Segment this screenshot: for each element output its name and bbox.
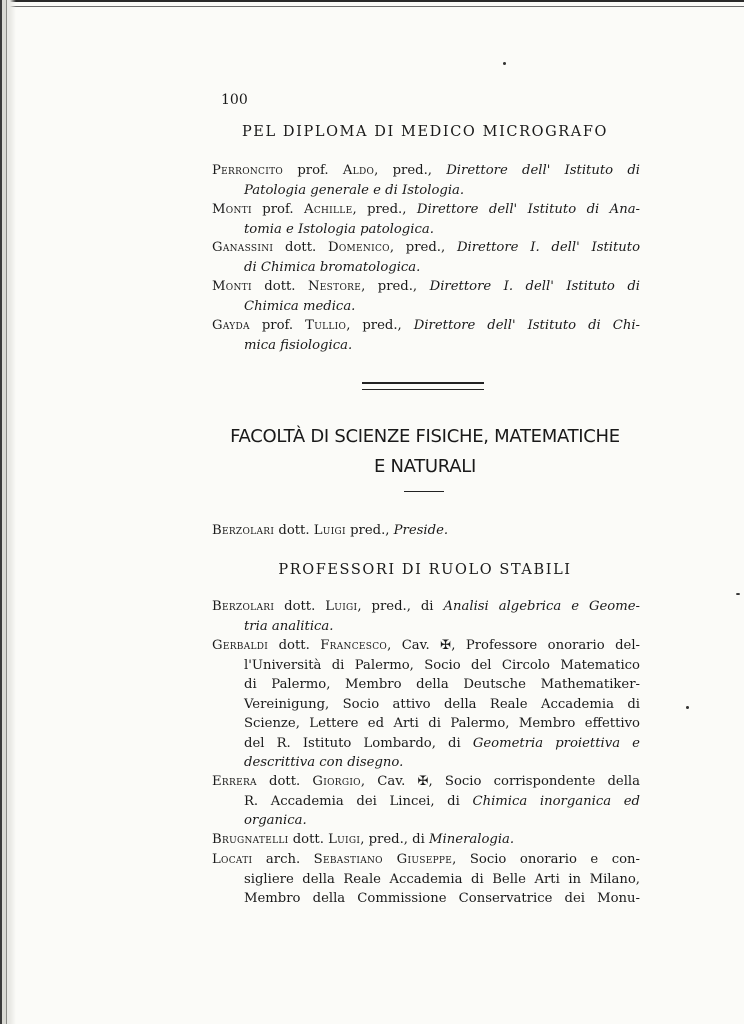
section-heading-diploma: PEL DIPLOMA DI MEDICO MICROGRAFO <box>241 124 609 140</box>
rank-text: , pred., <box>389 240 457 255</box>
entry-line: Membro della Commissione Conservatrice dei Monu- <box>244 891 640 906</box>
surname: Errera <box>212 774 257 789</box>
subject-continuation: organica. <box>244 813 307 828</box>
given-name: Luigi <box>325 599 358 614</box>
surname: Berzolari <box>212 599 275 614</box>
text: del R. Istituto Lombardo, di <box>244 735 473 751</box>
entry-line: Scienze, Lettere ed Arti di Palermo, Membro effettivo <box>244 716 640 731</box>
surname: Monti <box>212 202 252 217</box>
surname: Berzolari <box>212 523 275 538</box>
subject-text: Geometria proiettiva e <box>472 735 640 751</box>
rank-text: , pred., <box>346 318 414 333</box>
role-text: Preside. <box>393 523 449 538</box>
rank-text: , pred., <box>374 163 447 178</box>
role-continuation: Patologia generale e di Istologia. <box>244 182 465 198</box>
given-name: Francesco <box>320 638 388 653</box>
entry-gayda <box>212 316 640 355</box>
entry-line: Vereinigung, Socio attivo della Reale Accademia di <box>244 696 640 712</box>
entry-gerbaldi <box>212 636 640 773</box>
rank-text: , pred., <box>361 279 430 294</box>
title-text: dott. <box>256 774 313 789</box>
surname: Perroncito <box>212 163 284 178</box>
entry-line <box>212 316 640 336</box>
rank-text: , Cav. ✠, Socio corrispondente della <box>360 774 640 789</box>
role-continuation: tomia e Istologia patologica. <box>244 221 434 237</box>
surname: Locati <box>212 852 253 867</box>
scan-edge-left <box>0 0 16 1024</box>
subject-continuation: tria analitica. <box>244 618 334 634</box>
surname: Gerbaldi <box>212 638 269 653</box>
surname: Gayda <box>212 318 250 333</box>
given-name: Aldo <box>342 163 375 178</box>
section-heading-professori: PROFESSORI DI RUOLO STABILI <box>278 562 572 578</box>
text: R. Accademia dei Lincei, di <box>244 793 473 809</box>
entry-line: sigliere della Reale Accademia di Belle Arti in Milano, <box>244 871 640 887</box>
given-name: Luigi <box>328 832 361 847</box>
rank-text: , pred., di <box>360 832 430 847</box>
entry-line <box>212 161 640 181</box>
entry-line <box>212 636 640 656</box>
entry-perroncito <box>212 161 640 200</box>
title-text: dott. <box>268 638 321 653</box>
title-text: dott. <box>274 599 326 614</box>
rank-text: , Cav. ✠, Professore onorario del- <box>387 638 640 653</box>
title-text: dott. <box>274 523 314 538</box>
subject-text: Chimica inorganica ed <box>472 793 640 809</box>
entry-line <box>212 200 640 220</box>
title-text: dott. <box>288 832 329 847</box>
scan-edge-top <box>0 0 744 14</box>
given-name: Nestore <box>307 279 362 294</box>
role-text: Direttore dell' Istituto di Chi- <box>413 318 640 333</box>
entry-monti-nestore <box>212 277 640 316</box>
entry-line <box>212 277 640 297</box>
surname: Monti <box>212 279 252 294</box>
scan-speck <box>736 593 740 595</box>
entry-brugnatelli <box>212 830 640 850</box>
role-text: Direttore I. dell' Istituto di <box>429 279 640 294</box>
entry-locati <box>212 850 640 909</box>
given-name: Sebastiano Giuseppe <box>313 852 453 867</box>
rank-text: , pred., <box>352 202 417 217</box>
entry-monti-achille <box>212 200 640 239</box>
section-divider-double <box>362 382 484 390</box>
entry-line <box>212 521 640 541</box>
role-text: Direttore dell' Istituto di <box>446 163 640 178</box>
faculty-title-line2: E NATURALI <box>373 456 477 477</box>
title-text: dott. <box>251 279 308 294</box>
title-text: prof. <box>251 202 304 217</box>
title-text: prof. <box>249 318 306 333</box>
title-text: prof. <box>283 163 343 178</box>
entry-ganassini <box>212 238 640 277</box>
faculty-title-line1: FACOLTÀ DI SCIENZE FISICHE, MATEMATICHE <box>230 426 620 447</box>
rank-text: pred., <box>345 523 394 538</box>
section-divider-short <box>404 491 444 492</box>
entry-berzolari <box>212 597 640 636</box>
role-continuation: mica fisiologica. <box>244 337 353 353</box>
entry-errera <box>212 772 640 831</box>
entry-line <box>212 734 640 754</box>
scan-speck <box>503 62 506 65</box>
title-text: arch. <box>252 852 314 867</box>
role-text: Direttore I. dell' Istituto <box>456 240 640 255</box>
surname: Ganassini <box>212 240 274 255</box>
given-name: Luigi <box>313 523 346 538</box>
rank-text: , pred., di <box>357 599 444 614</box>
page-number: 100 <box>221 92 248 108</box>
given-name: Giorgio <box>312 774 361 789</box>
scan-speck <box>686 706 689 709</box>
entry-line: l'Università di Palermo, Socio del Circolo Matematico <box>244 657 640 673</box>
entry-line <box>212 850 640 870</box>
entry-line <box>212 597 640 617</box>
entry-line <box>212 830 640 850</box>
rank-text: , Socio onorario e con- <box>452 852 640 867</box>
entry-line <box>212 238 640 258</box>
role-text: Direttore dell' Istituto di Ana- <box>416 202 640 217</box>
subject-text: Analisi algebrica e Geome- <box>443 599 640 614</box>
surname: Brugnatelli <box>212 832 289 847</box>
entry-line <box>212 772 640 792</box>
given-name: Domenico <box>327 240 390 255</box>
role-continuation: Chimica medica. <box>244 298 356 314</box>
subject-continuation: descrittiva con disegno. <box>244 755 404 770</box>
entry-dean <box>212 521 640 541</box>
subject-text: Mineralogia. <box>429 832 515 847</box>
title-text: dott. <box>273 240 328 255</box>
role-continuation: di Chimica bromatologica. <box>244 259 421 275</box>
entry-line <box>212 792 640 812</box>
entry-line: di Palermo, Membro della Deutsche Mathematiker- <box>244 677 640 692</box>
given-name: Achille <box>304 202 353 217</box>
given-name: Tullio <box>305 318 347 333</box>
